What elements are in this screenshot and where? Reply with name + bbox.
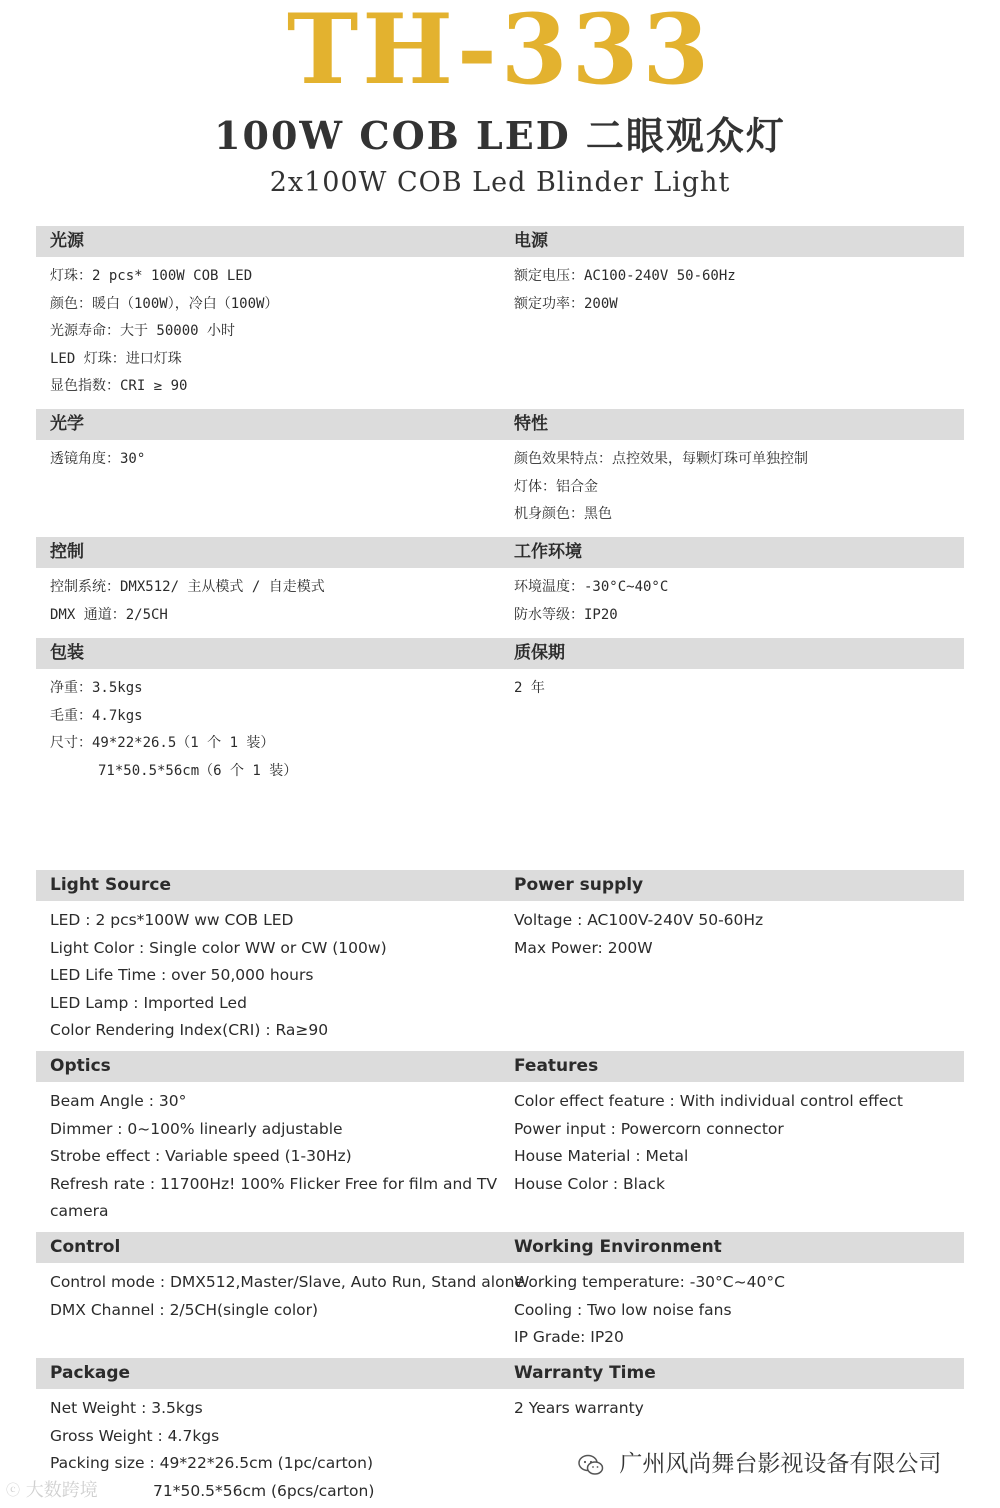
en-section-package-warranty	[36, 1358, 964, 1507]
spec-line: LED Lamp : Imported Led	[50, 993, 247, 1012]
spec-line: 机身颜色：黑色	[514, 506, 612, 522]
spec-column-left	[50, 263, 500, 401]
en-section-optics-features	[36, 1051, 964, 1232]
spec-line: 显色指数：CRI ≥ 90	[50, 378, 188, 394]
spec-column-right	[514, 907, 954, 962]
spec-line: Max Power: 200W	[514, 938, 653, 957]
section-header	[36, 870, 964, 901]
spec-line: 颜色：暖白（100W），冷白（100W）	[50, 295, 279, 312]
spec-line: 防水等级：IP20	[514, 606, 618, 623]
header-right: Power supply	[514, 875, 644, 895]
header-right: Working Environment	[514, 1237, 722, 1257]
spec-line: Power input : Powercorn connector	[514, 1119, 784, 1138]
spec-line: 灯珠：2 pcs* 100W COB LED	[50, 268, 253, 284]
spec-line: 环境温度：-30°C~40°C	[514, 579, 669, 595]
header-left: Control	[50, 1237, 121, 1257]
spec-line: LED Life Time : over 50,000 hours	[50, 966, 314, 984]
spec-line: 额定功率：200W	[514, 295, 618, 312]
spec-line: House Material : Metal	[514, 1147, 689, 1165]
spec-line: 透镜角度：30°	[50, 451, 146, 467]
spec-line: Refresh rate : 11700Hz! 100% Flicker Free for film and TV	[50, 1174, 498, 1193]
spec-line: 灯体：铝合金	[514, 478, 598, 495]
section-header	[36, 638, 964, 669]
spec-column-left	[50, 446, 500, 474]
header-left: Light Source	[50, 875, 171, 895]
spec-column-right	[514, 263, 954, 318]
spec-line: 尺寸：49*22*26.5（1 个 1 装）	[50, 735, 275, 751]
header-left: 光学	[50, 414, 84, 434]
cn-section-package-warranty	[36, 638, 964, 794]
watermark-left-text: 大数跨境	[25, 1480, 98, 1501]
spec-column-right	[514, 675, 954, 703]
spec-column-left	[50, 1088, 500, 1226]
section-header	[36, 1358, 964, 1389]
spec-line: LED 灯珠：进口灯珠	[50, 350, 182, 367]
cn-section-control-environment	[36, 537, 964, 636]
spec-line: Cooling : Two low noise fans	[514, 1300, 732, 1319]
spec-line: Strobe effect : Variable speed (1-30Hz)	[50, 1147, 352, 1165]
wechat-icon	[578, 1454, 604, 1476]
spec-line: Color Rendering Index(CRI) : Ra≥90	[50, 1021, 329, 1039]
cn-section-light-power	[36, 226, 964, 407]
header-right: Warranty Time	[514, 1363, 656, 1383]
header-left: 控制	[50, 542, 84, 562]
spec-column-right	[514, 574, 954, 629]
header-left: 光源	[50, 231, 84, 251]
spec-line: 光源寿命：大于 50000 小时	[50, 323, 236, 339]
spec-column-left	[50, 1395, 500, 1505]
watermark-right	[578, 1448, 941, 1480]
product-title-english: 2x100W COB Led Blinder Light	[269, 167, 731, 198]
section-header	[36, 537, 964, 568]
product-title-chinese: 100W COB LED 二眼观众灯	[214, 113, 786, 158]
spec-line: Control mode : DMX512,Master/Slave, Auto Run, Stand alone	[50, 1273, 524, 1291]
spec-line: 控制系统：DMX512/ 主从模式 / 自走模式	[50, 579, 325, 595]
header-right: 特性	[514, 414, 548, 434]
header-right: 电源	[514, 231, 548, 251]
spec-line: 净重：3.5kgs	[50, 680, 143, 696]
spec-column-left	[50, 1269, 524, 1324]
header-right: 工作环境	[514, 542, 582, 562]
spec-line: IP Grade: IP20	[514, 1328, 624, 1346]
spec-column-right	[514, 1395, 954, 1423]
spec-line: 71*50.5*56cm (6pcs/carton)	[153, 1481, 375, 1500]
section-header	[36, 409, 964, 440]
spec-line: LED : 2 pcs*100W ww COB LED	[50, 911, 294, 929]
watermark-right-text: 广州风尚舞台影视设备有限公司	[619, 1451, 942, 1477]
spec-line: 71*50.5*56cm（6 个 1 装）	[98, 762, 298, 779]
section-header	[36, 1051, 964, 1082]
spec-line: Packing size : 49*22*26.5cm (1pc/carton)	[50, 1454, 373, 1472]
spec-column-right	[514, 1269, 954, 1352]
logo-icon: ⓒ	[6, 1483, 20, 1499]
spec-column-left	[50, 675, 500, 785]
spec-line: Working temperature: -30°C~40°C	[514, 1273, 785, 1291]
section-header	[36, 226, 964, 257]
product-model-title: TH-333	[286, 0, 714, 106]
spec-line: camera	[50, 1202, 109, 1220]
en-section-control-environment	[36, 1232, 964, 1358]
header-left: Package	[50, 1363, 131, 1383]
spec-line: Dimmer : 0~100% linearly adjustable	[50, 1119, 343, 1138]
spec-line: 2 Years warranty	[514, 1399, 644, 1417]
spec-column-right	[514, 446, 954, 529]
header-right: Features	[514, 1056, 599, 1076]
spec-line: Voltage : AC100V-240V 50-60Hz	[514, 911, 764, 929]
en-section-light-power	[36, 870, 964, 1051]
spec-line: House Color : Black	[514, 1174, 665, 1193]
spec-line: 颜色效果特点：点控效果，每颗灯珠可单独控制	[514, 451, 808, 467]
spec-line: Beam Angle : 30°	[50, 1092, 187, 1110]
spec-column-left	[50, 907, 500, 1045]
header-left: Optics	[50, 1056, 111, 1076]
spec-line: 毛重：4.7kgs	[50, 707, 143, 724]
spec-line: 额定电压：AC100-240V 50-60Hz	[514, 268, 736, 284]
spec-column-right	[514, 1088, 954, 1198]
spec-line: Gross Weight : 4.7kgs	[50, 1426, 220, 1445]
spec-line: DMX Channel : 2/5CH(single color)	[50, 1300, 319, 1319]
spec-line: Net Weight : 3.5kgs	[50, 1399, 203, 1417]
header-left: 包装	[50, 643, 84, 663]
spec-line: Light Color : Single color WW or CW (100w)	[50, 938, 387, 957]
cn-section-optics-features	[36, 409, 964, 535]
watermark-left	[6, 1478, 98, 1504]
header-right: 质保期	[514, 643, 565, 663]
section-header	[36, 1232, 964, 1263]
spec-line: DMX 通道：2/5CH	[50, 606, 168, 623]
spec-column-left	[50, 574, 500, 629]
spec-line: Color effect feature : With individual control effect	[514, 1092, 903, 1110]
spec-line: 2 年	[514, 680, 545, 696]
